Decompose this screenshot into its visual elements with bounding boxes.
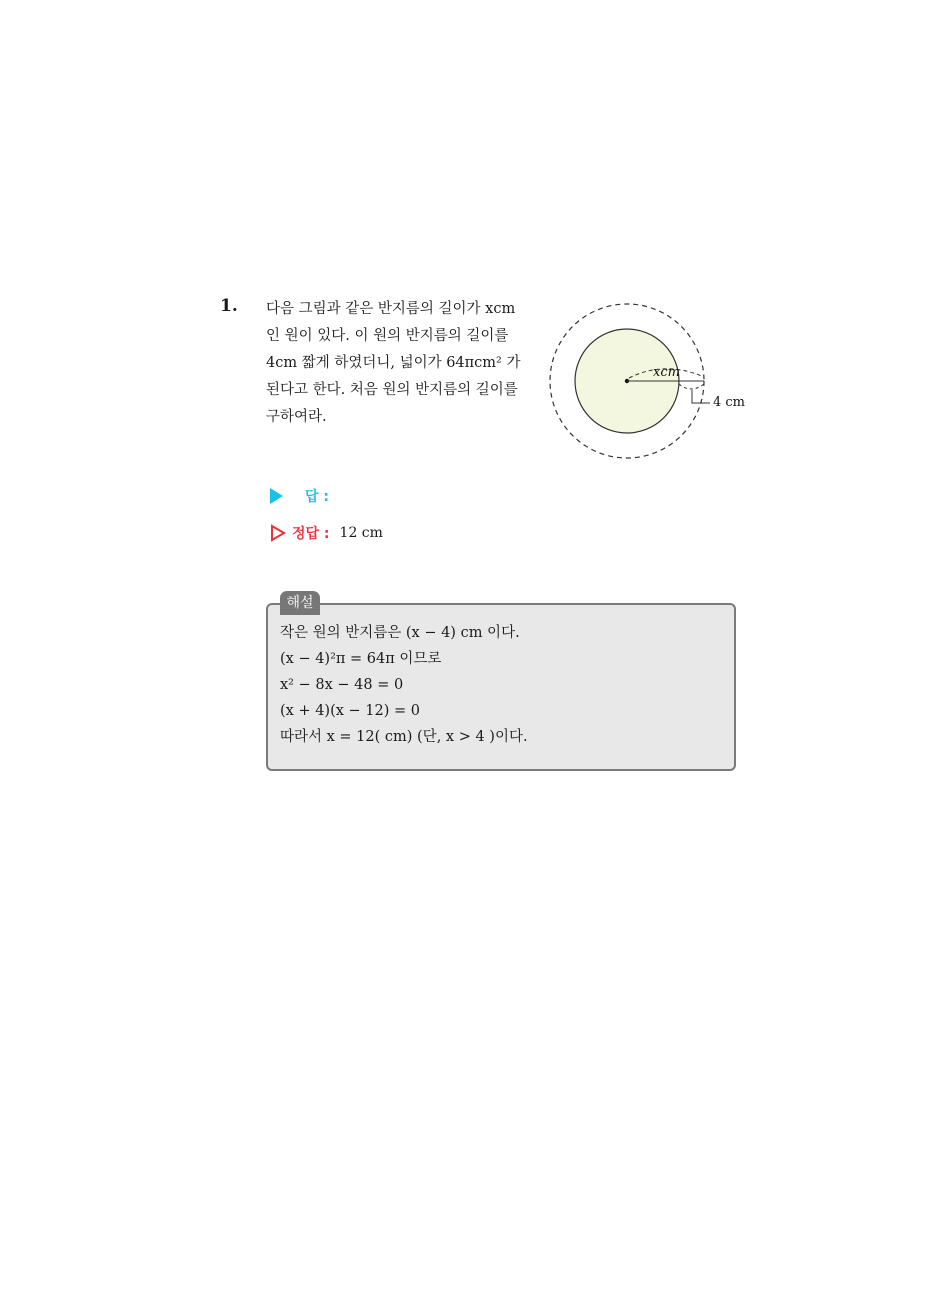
question-line: 구하여라. [266,409,327,425]
shrink-label: 4 cm [713,395,746,410]
question-line: 다음 그림과 같은 반지름의 길이가 xcm [266,301,516,317]
solution-line: 작은 원의 반지름은 (x − 4) cm 이다. [280,625,520,641]
correct-answer-row [270,523,383,543]
filled-triangle-icon [270,488,283,504]
solution-tab: 해설 [280,591,320,615]
correct-answer-label: 정답 : [292,526,330,542]
outline-triangle-icon [270,524,286,542]
question-line: 인 원이 있다. 이 원의 반지름의 길이를 [266,328,509,344]
question-text [266,296,536,431]
question-line: 4cm 짧게 하였더니, 넓이가 64πcm² 가 [266,355,521,371]
answer-label: 답 : [305,489,329,505]
circle-figure [545,298,760,463]
solution-line: (x − 4)²π = 64π 이므로 [280,651,442,667]
solution-line: x² − 8x − 48 = 0 [280,677,404,693]
question-line: 된다고 한다. 처음 원의 반지름의 길이를 [266,382,518,398]
radius-label: xcm [653,365,680,380]
question-number: 1. [220,296,238,316]
solution-line: 따라서 x = 12( cm) (단, x > 4 )이다. [280,729,528,745]
correct-answer-value: 12 cm [339,525,383,541]
solution-line: (x + 4)(x − 12) = 0 [280,703,420,719]
answer-row [270,486,329,506]
shrink-arc [679,384,704,389]
solution-text [280,620,528,750]
